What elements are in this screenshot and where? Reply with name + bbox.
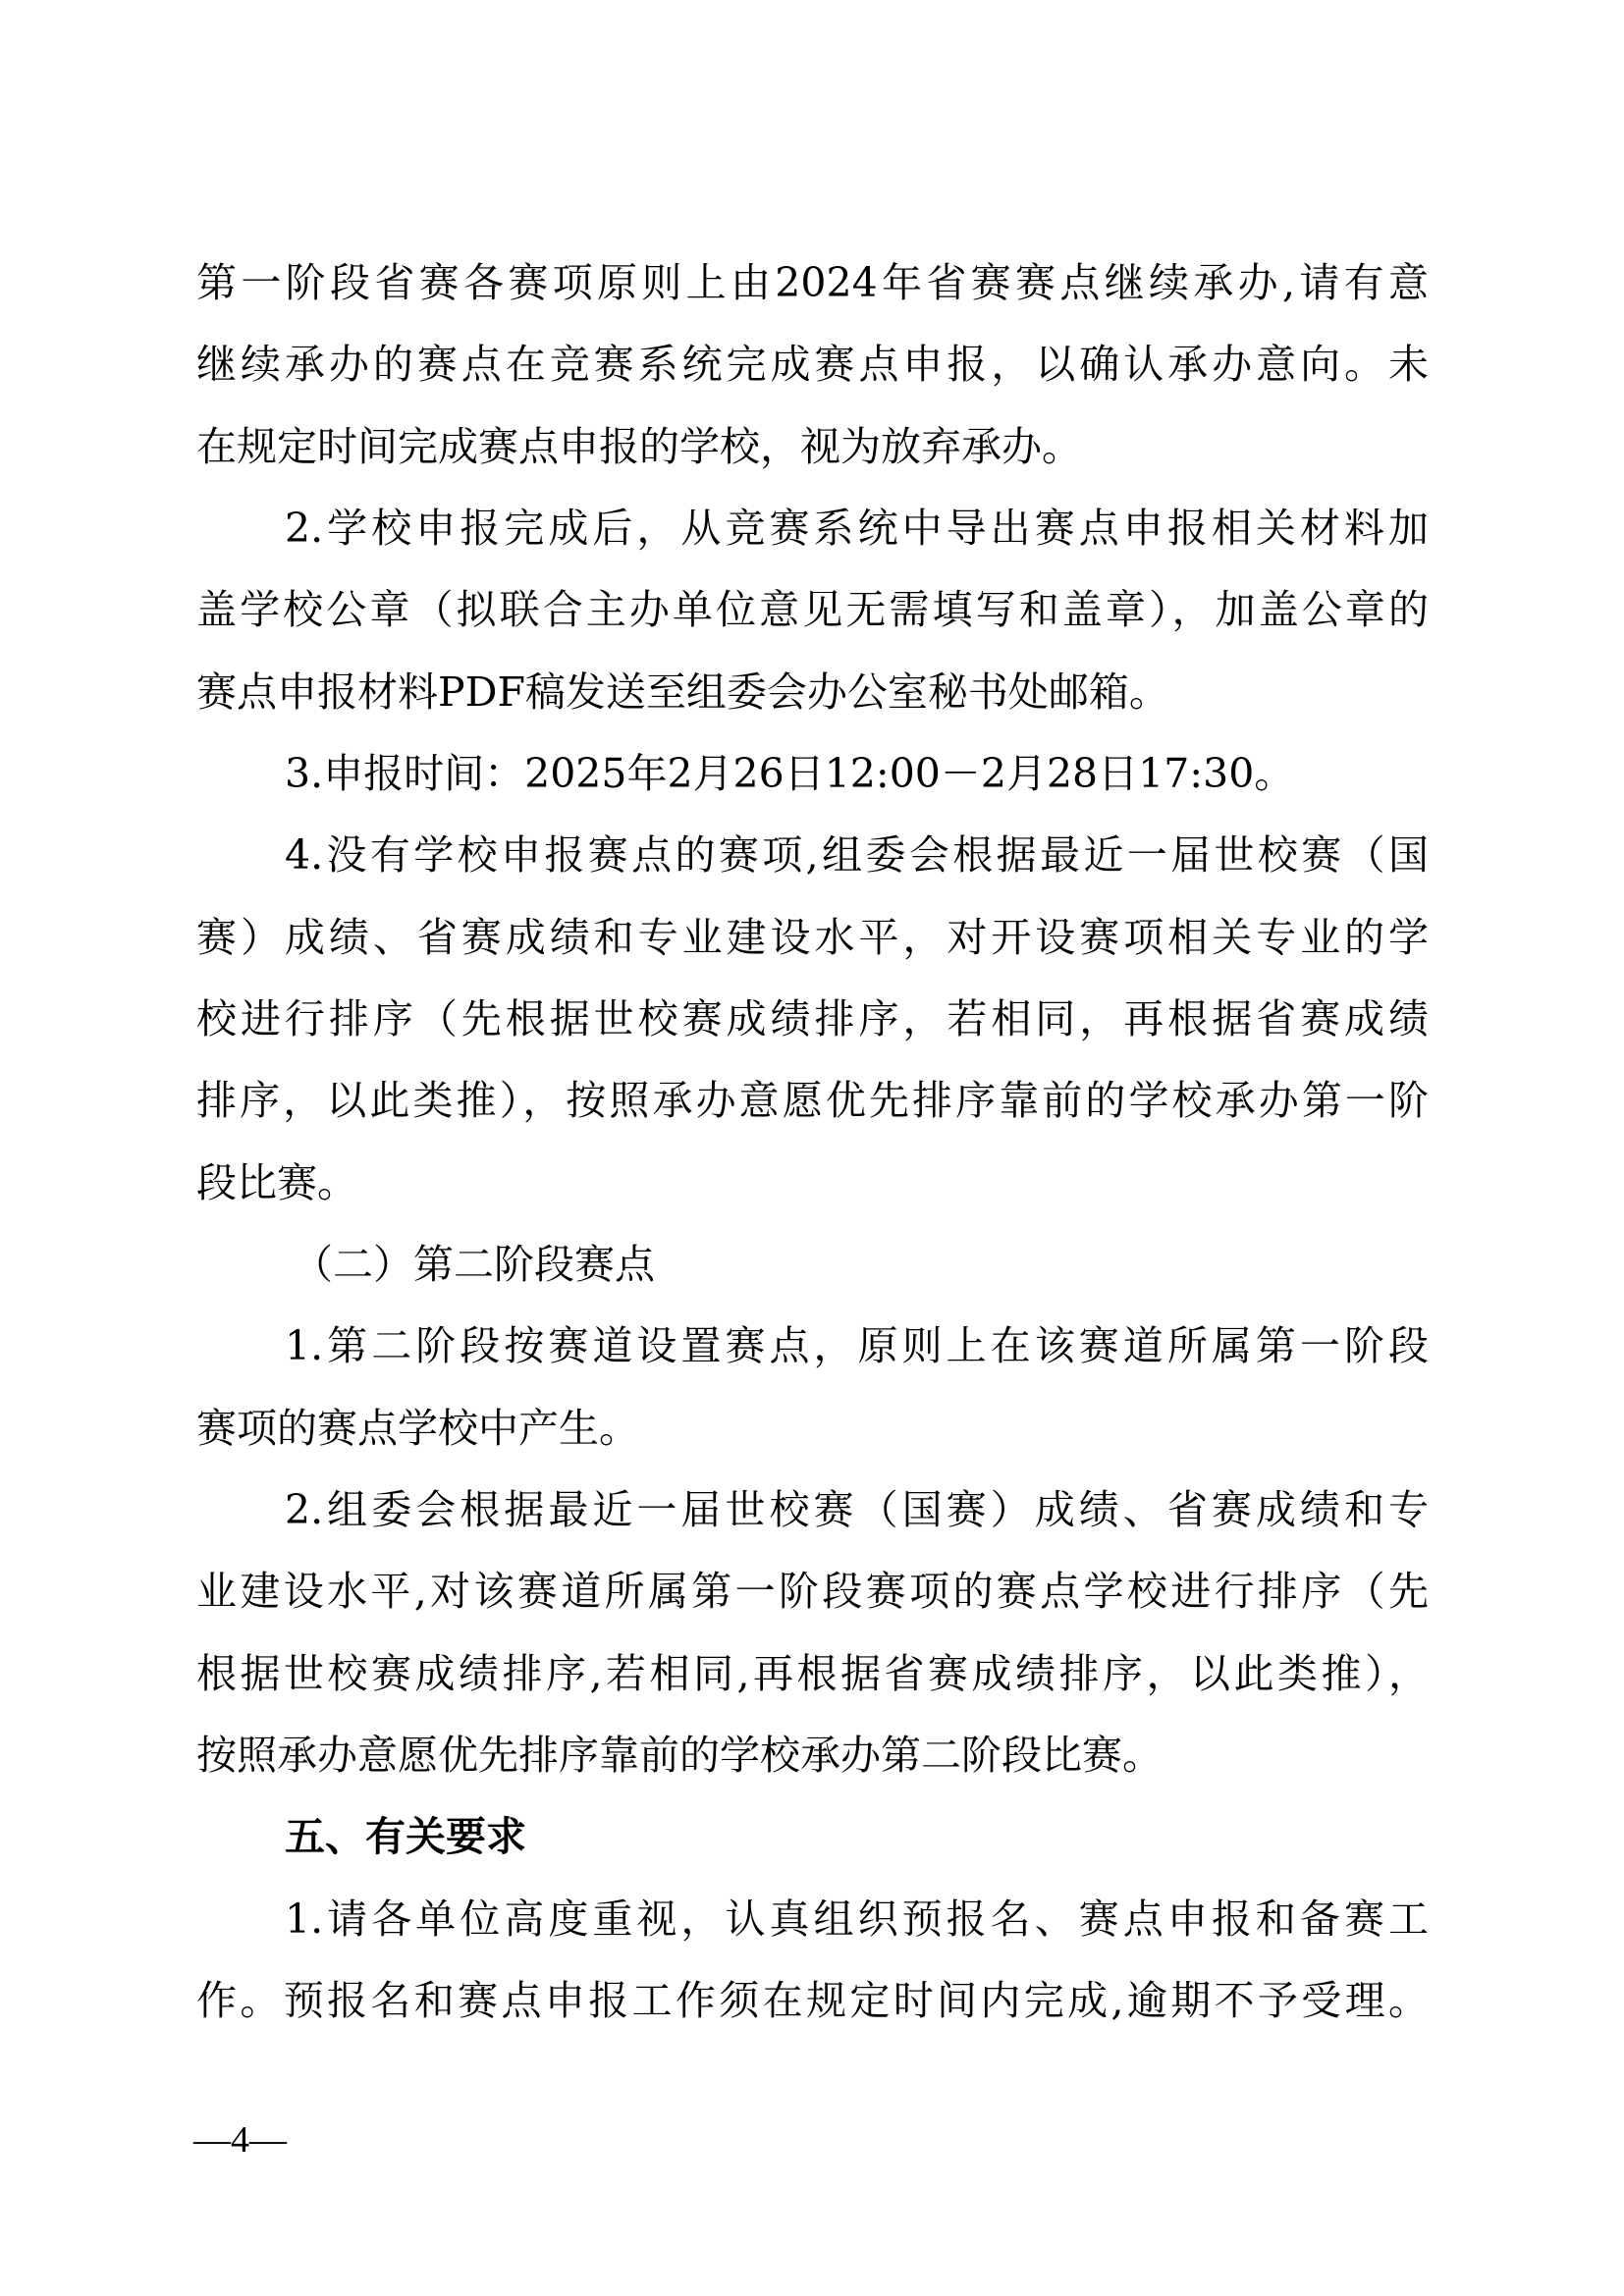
paragraph-line: 1.请各单位高度重视，认真组织预报名、赛点申报和备赛工 [285,1896,1429,1943]
section-heading: 五、有关要求 [285,1813,526,1860]
page-number: —4— [193,2119,287,2161]
paragraph-line: 盖学校公章（拟联合主办单位意见无需填写和盖章），加盖公章的 [196,586,1429,633]
subsection-heading: （二）第二阶段赛点 [293,1241,655,1288]
paragraph-line: 继续承办的赛点在竞赛系统完成赛点申报，以确认承办意向。未 [196,341,1429,388]
paragraph-line: 在规定时间完成赛点申报的学校，视为放弃承办。 [196,423,1082,470]
paragraph-line: 业建设水平,对该赛道所属第一阶段赛项的赛点学校进行排序（先 [196,1568,1429,1615]
paragraph-line: 段比赛。 [196,1159,357,1206]
paragraph-line: 1.第二阶段按赛道设置赛点，原则上在该赛道所属第一阶段 [285,1322,1429,1369]
paragraph-line: 赛点申报材料PDF稿发送至组委会办公室秘书处邮箱。 [196,668,1169,716]
paragraph-line: 校进行排序（先根据世校赛成绩排序，若相同，再根据省赛成绩 [196,995,1429,1042]
paragraph-line: 排序，以此类推），按照承办意愿优先排序靠前的学校承办第一阶 [196,1077,1429,1124]
paragraph-line: 第一阶段省赛各赛项原则上由2024年省赛赛点继续承办,请有意 [196,259,1429,306]
paragraph-line: 2.学校申报完成后，从竞赛系统中导出赛点申报相关材料加 [285,505,1429,552]
paragraph-line: 作。预报名和赛点申报工作须在规定时间内完成,逾期不予受理。 [196,1977,1429,2024]
paragraph-line: 2.组委会根据最近一届世校赛（国赛）成绩、省赛成绩和专 [285,1486,1429,1533]
paragraph-line: 根据世校赛成绩排序,若相同,再根据省赛成绩排序，以此类推）， [196,1650,1429,1697]
paragraph-line: 按照承办意愿优先排序靠前的学校承办第二阶段比赛。 [196,1732,1163,1779]
paragraph-line: 赛）成绩、省赛成绩和专业建设水平，对开设赛项相关专业的学 [196,914,1429,961]
paragraph-line: 3.申报时间：2025年2月26日12:00－2月28日17:30。 [285,750,1295,797]
paragraph-line: 赛项的赛点学校中产生。 [196,1405,639,1452]
paragraph-line: 4.没有学校申报赛点的赛项,组委会根据最近一届世校赛（国 [285,831,1429,879]
